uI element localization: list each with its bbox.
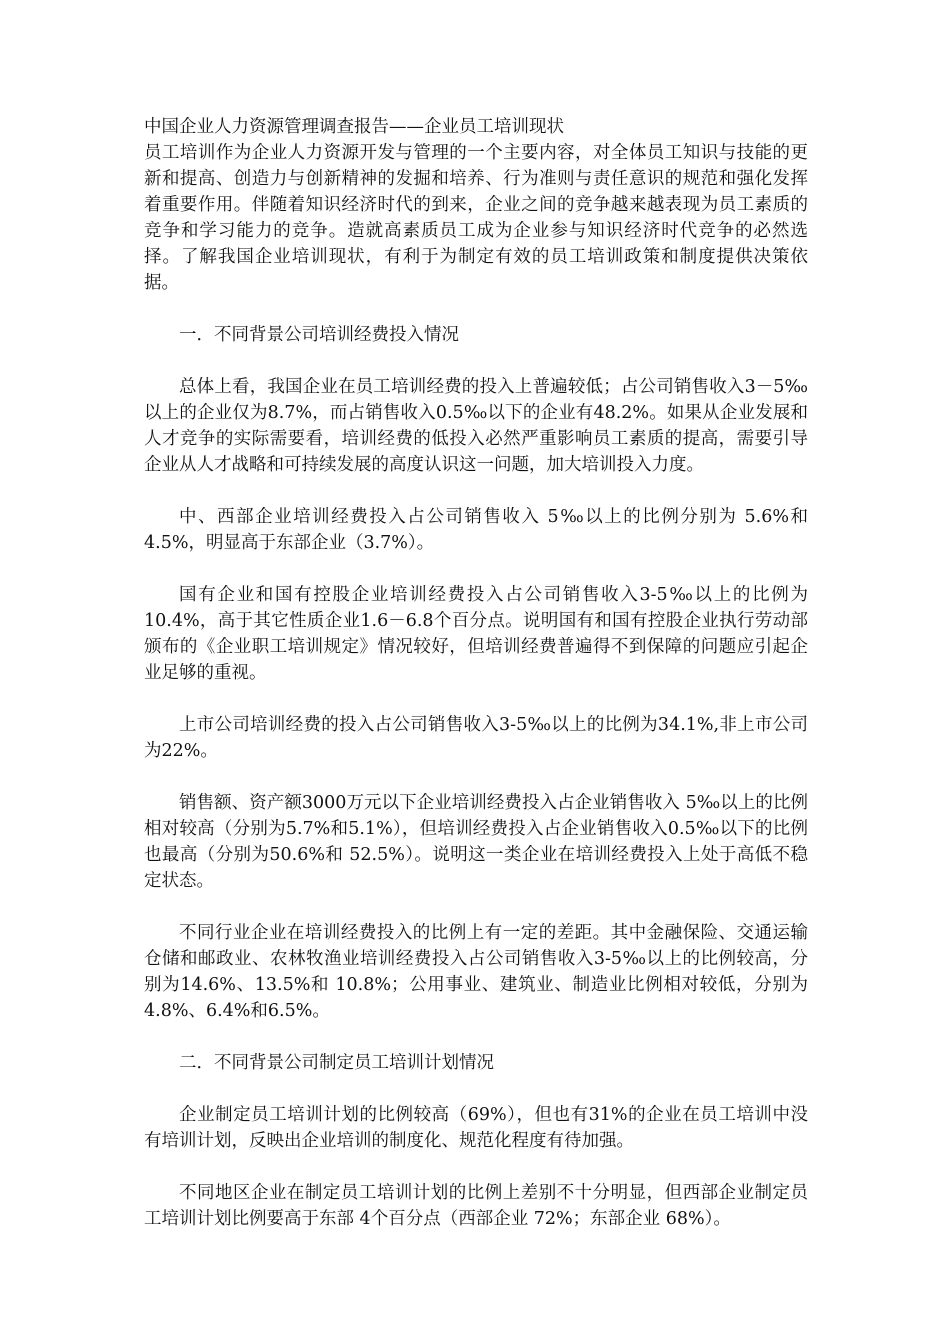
- section-1-paragraph: 不同行业企业在培训经费投入的比例上有一定的差距。其中金融保险、交通运输仓储和邮政业、农林牧渔业培训经费投入占公司销售收入3-5‰以上的比例较高，分别为14.6%、13.5%和 10.8%；公用事业、建筑业、制造业比例相对较低，分别为4.8%、6.4%和6.5%。: [144, 923, 808, 1021]
- section-1-paragraph: 总体上看，我国企业在员工培训经费的投入上普遍较低；占公司销售收入3－5‰以上的企业仅为8.7%，而占销售收入0.5‰以下的企业有48.2%。如果从企业发展和人才竞争的实际需要看，培训经费的低投入必然严重影响员工素质的提高，需要引导企业从人才战略和可持续发展的高度认识这一问题，加大培训投入力度。: [144, 377, 808, 475]
- section-1-paragraph: 销售额、资产额3000万元以下企业培训经费投入占企业销售收入 5‰以上的比例相对较高（分别为5.7%和5.1%），但培训经费投入占企业销售收入0.5‰以下的比例也最高（分别为50.6%和 52.5%）。说明这一类企业在培训经费投入上处于高低不稳定状态。: [144, 793, 808, 891]
- spacer: [144, 348, 808, 374]
- section-2-paragraph: 不同地区企业在制定员工培训计划的比例上差别不十分明显，但西部企业制定员工培训计划比例要高于东部 4个百分点（西部企业 72%；东部企业 68%）。: [144, 1183, 808, 1229]
- spacer: [144, 296, 808, 322]
- section-2-heading: 二．不同背景公司制定员工培训计划情况: [179, 1053, 494, 1073]
- spacer: [144, 478, 808, 504]
- spacer: [144, 894, 808, 920]
- intro-paragraph: 员工培训作为企业人力资源开发与管理的一个主要内容，对全体员工知识与技能的更新和提高、创造力与创新精神的发掘和培养、行为准则与责任意识的规范和强化发挥着重要作用。伴随着知识经济时代的到来，企业之间的竞争越来越表现为员工素质的竞争和学习能力的竞争。造就高素质员工成为企业参与知识经济时代竞争的必然选择。了解我国企业培训现状，有利于为制定有效的员工培训政策和制度提供决策依据。: [144, 143, 808, 293]
- section-1-heading: 一．不同背景公司培训经费投入情况: [179, 325, 459, 345]
- spacer: [144, 1076, 808, 1102]
- section-2-paragraph: 企业制定员工培训计划的比例较高（69%），但也有31%的企业在员工培训中没有培训计划，反映出企业培训的制度化、规范化程度有待加强。: [144, 1105, 808, 1151]
- section-1-paragraph: 国有企业和国有控股企业培训经费投入占公司销售收入3-5‰以上的比例为10.4%，高于其它性质企业1.6－6.8个百分点。说明国有和国有控股企业执行劳动部颁布的《企业职工培训规定》情况较好，但培训经费普遍得不到保障的问题应引起企业足够的重视。: [144, 585, 808, 683]
- spacer: [144, 764, 808, 790]
- spacer: [144, 556, 808, 582]
- document-page: [144, 114, 808, 1232]
- document-title: 中国企业人力资源管理调查报告——企业员工培训现状: [144, 117, 564, 137]
- section-1-paragraph: 上市公司培训经费的投入占公司销售收入3-5‰以上的比例为34.1%,非上市公司为22%。: [144, 715, 808, 761]
- spacer: [144, 686, 808, 712]
- spacer: [144, 1154, 808, 1180]
- section-1-paragraph: 中、西部企业培训经费投入占公司销售收入 5‰以上的比例分别为 5.6%和4.5%，明显高于东部企业（3.7%）。: [144, 507, 808, 553]
- spacer: [144, 1024, 808, 1050]
